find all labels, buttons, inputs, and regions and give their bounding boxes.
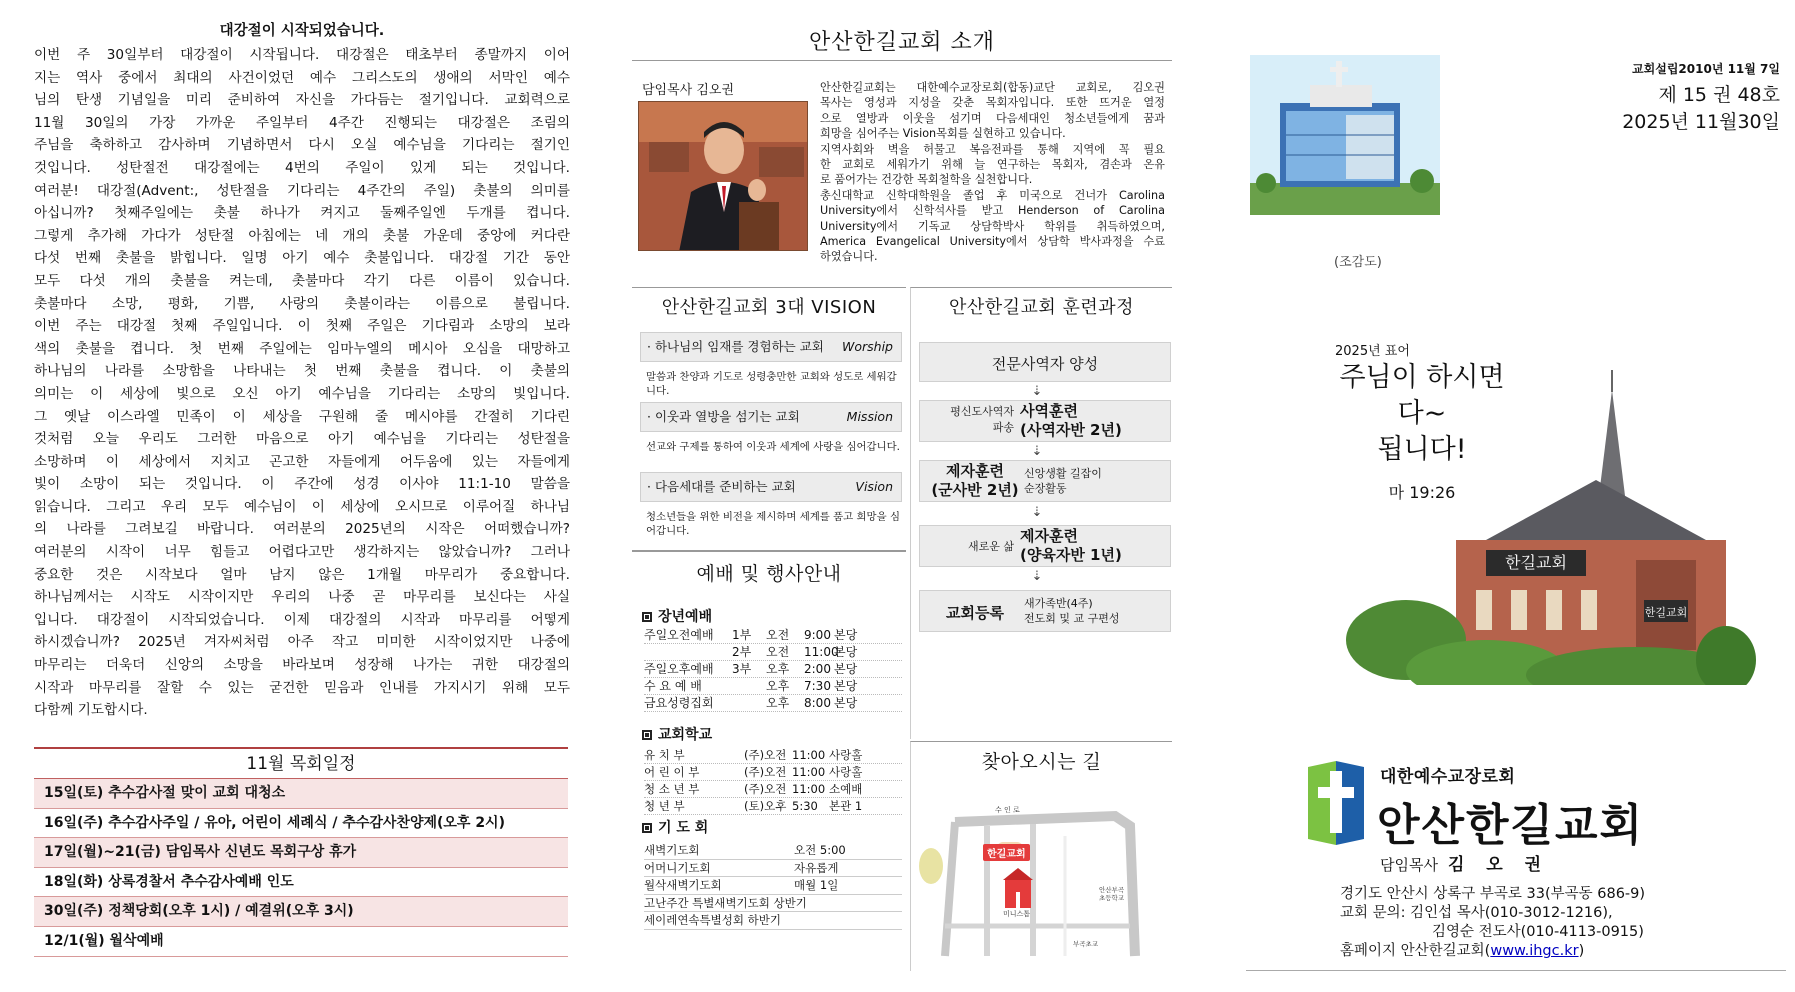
training-step-main: 전문사역자 양성: [991, 355, 1099, 373]
map-label-mart: 미니스톱: [1003, 910, 1031, 918]
sermon-line: 11월 30일의 가장 가까운 주일부터 4주간 진행되는 대강절은 조림의: [34, 114, 570, 131]
schedule-row: 18일(화) 상록경찰서 추수감사예배 인도: [34, 868, 568, 898]
established-date: 교회설립2010년 11월 7일: [1632, 62, 1780, 76]
vision-desc: 선교와 구제를 통하여 이웃과 세계에 사랑을 심어갑니다.: [646, 441, 900, 453]
training-step-main: 교회등록: [946, 604, 1004, 622]
sermon-line: 지는 역사 중에서 최대의 사건이었던 예수 그리스도의 생애의 서막인 예수: [34, 69, 570, 86]
worship-cell: 오후: [766, 662, 790, 676]
map-label-school: 안산부곡: [1099, 886, 1125, 894]
church-name: 안산한길교회: [1377, 800, 1645, 851]
intro-line: 하였습니다.: [820, 250, 878, 264]
map: [915, 796, 1169, 966]
sermon-line: 의 나라를 그려보길 바랍니다. 여러분의 2025년의 시작은 어떠했습니까?: [34, 521, 570, 538]
map-label-school: 초등학교: [1099, 894, 1125, 902]
vision-item-label: · 다음세대를 준비하는 교회: [647, 479, 796, 494]
motto-line: 다~: [1397, 398, 1447, 429]
worship-row: [644, 781, 902, 798]
sermon-line: 입니다. 대강절이 시작되었습니다. 이제 대강절의 시작과 마무리를 어떻게: [34, 611, 570, 628]
square-bullet-icon: [642, 612, 652, 622]
homepage-link[interactable]: www.ihgc.kr: [1490, 943, 1579, 959]
worship-cell: 주일오후예배: [644, 662, 714, 676]
worship-cell: 3부: [732, 662, 752, 676]
map-label-sign: 부곡초교: [1073, 940, 1099, 948]
sermon-line: 님의 탄생 기념일을 미리 준비하여 자신을 가다듬는 절기입니다. 교회력으로: [34, 92, 570, 109]
prayer-row: [644, 860, 902, 878]
sermon-line: 하시겠습니까? 2025년 겨자씨처럼 아주 작고 미미한 시작이었지만 나중에: [34, 634, 570, 651]
training-step-side: 새로운 삶: [967, 540, 1014, 553]
sermon-line: 것처럼 오늘 우리도 그러한 마음으로 아기 예수님을 기다리는 성탄절을: [34, 431, 570, 448]
down-arrow-icon: ⇣: [1031, 384, 1043, 399]
senior-pastor: 담임목사 김 오 권: [1380, 855, 1550, 875]
prayer-cell: 세이레연속특별성회 하반기: [644, 913, 781, 927]
church-rendering-image: [1250, 55, 1440, 215]
training-step-side: 새가족반(4주) 전도회 및 교 구편성: [1024, 597, 1120, 625]
intro-line: 총신대학교 신학대학원을 졸업 후 미국으로 건너가 Carolina: [820, 188, 1165, 202]
motto-label: 2025년 표어: [1335, 344, 1410, 359]
worship-cell: 청 년 부: [644, 799, 685, 813]
square-bullet-icon: [642, 823, 652, 833]
sermon-line: 빛이 소망이 되는 것입니다. 이 주간에 성경 이사야 11:1-10 말씀을: [34, 476, 570, 493]
worship-cell: 수 요 예 배: [644, 679, 702, 693]
sermon-line: 색의 촛불을 켭니다. 첫 번째 주일에는 임마누엘의 메시아 오심을 대망하고: [34, 340, 570, 357]
worship-cell: (토)오후: [744, 799, 787, 813]
homepage-line: 홈페이지 안산한길교회(www.ihgc.kr): [1340, 943, 1585, 959]
vision-item-mission: [640, 402, 902, 432]
sermon-line: 읽습니다. 그리고 우리 모두 예수님이 이 세상에 오시므로 이루어질 하나님: [34, 498, 570, 515]
prayer-cell: 고난주간 특별새벽기도회 상반기: [644, 895, 807, 910]
cross-logo-icon: [1308, 761, 1368, 845]
worship-row: [644, 695, 902, 712]
map-label-road: 수 인 로: [995, 806, 1020, 814]
worship-row: [644, 764, 902, 781]
square-bullet-icon: [642, 730, 652, 740]
training-step-main: 제자훈련 (군사반 2년): [931, 462, 1019, 499]
down-arrow-icon: ⇣: [1031, 444, 1043, 459]
sermon-body: [34, 44, 570, 722]
schedule-title: 11월 목회일정: [34, 749, 568, 779]
worship-group-head: 기 도 회: [642, 817, 708, 837]
sermon-line: 시작과 마무리를 잘할 수 있는 굳건한 믿음과 인내를 가지시기 위해 모두: [34, 679, 570, 696]
sermon-line: 이번 주는 대강절 첫째 주일입니다. 이 첫째 주일은 기다림과 소망의 보라: [34, 318, 570, 335]
sermon-title: 대강절이 시작되었습니다.: [219, 23, 385, 39]
vision-item-label: · 하나님의 임재를 경험하는 교회: [647, 339, 824, 354]
motto-reference: 마 19:26: [1388, 483, 1456, 502]
training-step-side: 평신도사역자 파송: [950, 405, 1014, 434]
training-step-main: 제자훈련 (양육자반 1년): [1020, 527, 1122, 564]
church-building-illustration: [1250, 55, 1440, 215]
prayer-row: [644, 877, 902, 895]
worship-row: [644, 644, 902, 661]
prayer-cell: 자유롭게: [794, 860, 839, 875]
schedule-row: 15일(토) 추수감사절 맞이 교회 대청소: [34, 779, 568, 809]
vision-item-label: · 이웃과 열방을 섬기는 교회: [647, 409, 800, 424]
down-arrow-icon: ⇣: [1031, 569, 1043, 584]
prayer-row: [644, 842, 902, 860]
worship-cell: 주일오전예배: [644, 628, 714, 642]
worship-cell: 청 소 년 부: [644, 782, 700, 796]
worship-row: [644, 661, 902, 678]
sermon-line: 모두 다섯 개의 촛불을 켜는데, 촛불마다 각기 다른 이름이 있습니다.: [34, 272, 570, 289]
schedule-box: [34, 747, 568, 957]
schedule-row: 30일(주) 정책당회(오후 1시) / 예결위(오후 3시): [34, 897, 568, 927]
sermon-line: 다섯 번째 촛불을 밝힙니다. 일명 아기 예수 촛불입니다. 대강절 기간 동안: [34, 250, 570, 267]
address: 경기도 안산시 상록구 부곡로 33(부곡동 686-9): [1340, 886, 1646, 902]
training-step-side: 신앙생활 길잡이 순장활동: [1024, 467, 1102, 495]
worship-cell: 오후: [766, 696, 790, 710]
map-church-marker: 한길교회: [983, 844, 1030, 861]
sermon-line: 다함께 기도합시다.: [34, 702, 148, 719]
sermon-line: 마무리는 더욱더 신앙의 소망을 바라보며 성장해 나가는 귀한 대강절의: [34, 657, 570, 674]
down-arrow-icon: ⇣: [1031, 505, 1043, 520]
intro-title: 안산한길교회 소개: [632, 25, 1172, 61]
sermon-column: [34, 20, 570, 722]
worship-cell: 7:30: [804, 679, 831, 693]
intro-line: University에서 기독교 상담학박사 학위를 취득하였으며,: [820, 219, 1165, 233]
intro-line: 목사는 영성과 지성을 갖춘 목회자입니다. 또한 뜨거운 열정: [820, 96, 1165, 110]
worship-cell: 2부: [732, 645, 752, 659]
map-title: 찾아오시는 길: [981, 751, 1102, 773]
vision-desc: 청소년들을 위한 비전을 제시하며 세계를 품고 희망을 심어갑니다.: [646, 511, 900, 537]
training-step: [919, 400, 1171, 442]
worship-cell: 유 치 부: [644, 748, 685, 762]
training-step: [919, 590, 1171, 632]
worship-cell: 2:00: [804, 662, 831, 676]
denomination: 대한예수교장로회: [1380, 767, 1516, 787]
intro-line: University에서 신학석사를 받고 Henderson of Carolina: [820, 204, 1165, 218]
prayer-row: [644, 895, 902, 913]
middle-panel: [632, 25, 1172, 971]
pastor-label: 담임목사 김오권: [642, 83, 735, 98]
sermon-line: 것입니다. 성탄절전 대강절에는 4번의 주일이 있게 되는 것입니다.: [34, 159, 570, 176]
training-step: [919, 460, 1171, 502]
intro-line: 한 교회로 세워가기 위해 늘 연구하는 목회자, 겸손과 온유: [820, 157, 1165, 171]
worship-cell: 본당: [834, 662, 858, 676]
worship-cell: 본당: [834, 679, 858, 693]
worship-cell: 5:30: [792, 799, 818, 813]
training-title: 안산한길교회 훈련과정: [948, 297, 1135, 318]
prayer-cell: 매월 1일: [794, 878, 839, 892]
prayer-table: [644, 842, 902, 930]
worship-cell: 사랑홀: [829, 748, 863, 762]
training-step: [919, 342, 1171, 382]
intro-line: 으로 열방과 이웃을 섬기며 다음세대인 청소년들에게 꿈과: [820, 111, 1165, 125]
sermon-line: 의미는 이 세상에 빛으로 오신 아기 예수님을 기다리는 소망의 빛입니다.: [34, 385, 570, 402]
map-section: [910, 741, 1172, 971]
intro-text: [820, 80, 1165, 265]
training-step: [919, 525, 1171, 567]
prayer-cell: 어머니기도회: [644, 860, 711, 875]
divider: [1246, 970, 1786, 971]
worship-cell: 오전: [766, 645, 790, 659]
bulletin-date: 2025년 11월30일: [1622, 111, 1780, 133]
senior-pastor-name: 김 오 권: [1447, 855, 1550, 875]
worship-cell: 9:00: [804, 628, 831, 642]
sermon-line: 하나님께서는 시작도 시작이지만 우리의 나중 곧 마무리를 보신다는 사실: [34, 589, 570, 606]
pastor-photo: [638, 101, 808, 251]
sermon-line: 여러분! 대강절(Advent:, 성탄절을 기다리는 4주간의 주일) 촛불의 의미를: [34, 182, 570, 199]
vision-item-vision: [640, 472, 902, 502]
prayer-row: [644, 912, 902, 930]
vision-section: [632, 287, 906, 549]
sermon-line: 주님을 축하하고 감사하며 기념하면서 다시 오실 예수님을 기다리는 절기인: [34, 137, 570, 154]
sermon-line: 촛불마다 소망, 평화, 기쁨, 사랑의 촛불이라는 이름으로 불립니다.: [34, 295, 570, 312]
sermon-line: 소망하며 이 세상에서 지치고 곤고한 자들에게 어두움에 있는 자들에게: [34, 453, 570, 470]
worship-cell: 사랑홀: [829, 765, 863, 779]
schedule-row: 16일(주) 추수감사주일 / 유아, 어린이 세례식 / 추수감사찬양제(오후 2시): [34, 809, 568, 839]
motto-line: 됩니다!: [1377, 434, 1467, 465]
worship-cell: 본관 1: [829, 799, 863, 813]
worship-cell: (주)오전: [744, 782, 787, 796]
vision-item-tag: Vision: [855, 479, 893, 494]
motto-line: 주님이 하시면: [1339, 362, 1505, 393]
training-section: [910, 287, 1172, 739]
worship-cell: 본당: [834, 628, 858, 642]
worship-cell: 금요성령집회: [644, 696, 714, 710]
training-step-main: 사역훈련 (사역자반 2년): [1020, 402, 1122, 439]
worship-cell: (주)오전: [744, 748, 787, 762]
volume-number: 제 15 권 48호: [1658, 84, 1780, 106]
worship-cell: 오전: [766, 628, 790, 642]
cover-panel: [1232, 25, 1792, 971]
worship-cell: 본당: [834, 645, 858, 659]
worship-cell: 11:00: [804, 645, 839, 659]
worship-group-head: 장년예배: [642, 606, 712, 626]
worship-cell: 1부: [732, 628, 752, 642]
intro-line: America Evangelical University에서 상담학 박사과정을 수료: [820, 234, 1165, 248]
worship-cell: 11:00: [792, 782, 826, 796]
intro-line: 안산한길교회는 대한예수교장로회(합동)교단 교회로, 김오권: [820, 81, 1165, 94]
worship-title: 예배 및 행사안내: [696, 563, 842, 585]
sermon-line: 여러분의 시작이 너무 힘들고 어렵다고만 생각하지는 않았습니까? 그러나: [34, 544, 570, 561]
sermon-line: 그 옛날 이스라엘 민족이 이 세상을 구원해 줄 메시야를 간절히 기다린: [34, 408, 570, 425]
church-sign-text: 한길교회: [1644, 606, 1688, 619]
contact-info: [1340, 885, 1645, 961]
worship-cell: 소예배: [829, 782, 863, 796]
school-table: [644, 747, 902, 815]
prayer-cell: 월삭새벽기도회: [644, 878, 722, 892]
worship-cell: 본당: [834, 696, 858, 710]
vision-title: 안산한길교회 3대 VISION: [661, 297, 877, 318]
prayer-cell: 새벽기도회: [644, 843, 700, 857]
worship-row: [644, 678, 902, 695]
worship-section: [632, 550, 906, 971]
contact-line: 교회 문의: 김인섭 목사(010-3012-1216),: [1340, 905, 1613, 921]
motto: [1282, 360, 1562, 468]
vision-item-tag: Worship: [842, 339, 893, 354]
worship-cell: 8:00: [804, 696, 831, 710]
schedule-row: 17일(월)~21(금) 담임목사 신년도 목회구상 휴가: [34, 838, 568, 868]
prayer-cell: 오전 5:00: [794, 843, 846, 857]
contact-line: 김영순 전도사(010-4113-0915): [1432, 924, 1644, 940]
sermon-line: 이번 주 30일부터 대강절이 시작됩니다. 대강절은 태초부터 종말까지 이어: [34, 47, 570, 63]
worship-group-head: 교회학교: [642, 724, 712, 744]
vision-item-worship: [640, 332, 902, 362]
worship-row: [644, 627, 902, 644]
worship-row: [644, 747, 902, 764]
schedule-row: 12/1(월) 월삭예배: [34, 927, 568, 957]
sermon-line: 하나님의 나라를 소망함을 나타내는 첫 번째 촛불을 켭니다. 이 촛불의: [34, 363, 570, 380]
worship-cell: (주)오전: [744, 765, 787, 779]
intro-line: 지역사회와 벽을 허물고 복음전파를 통해 지역에 꼭 필요: [820, 142, 1165, 156]
worship-cell: 오후: [766, 679, 790, 693]
church-sign-text: 한길교회: [1505, 553, 1567, 572]
worship-row: [644, 798, 902, 815]
worship-cell: 11:00: [792, 765, 826, 779]
sermon-line: 그렇게 추가해 가다가 성탄절 아침에는 네 개의 촛불 가운데 중앙에 커다란: [34, 227, 570, 244]
map-illustration: [915, 796, 1169, 966]
worship-cell: 11:00: [792, 748, 826, 762]
intro-line: 로 품어가는 건강한 목회철학을 실천합니다.: [820, 173, 1033, 187]
vision-item-tag: Mission: [846, 409, 893, 424]
adult-worship-table: [644, 627, 902, 712]
sermon-line: 중요한 것은 시작보다 얼마 남지 않은 1개월 마무리가 중요합니다.: [34, 566, 570, 583]
church-logo-icon: [1308, 761, 1334, 841]
worship-cell: 어 린 이 부: [644, 765, 700, 779]
image-caption: (조감도): [1334, 255, 1382, 270]
pastor-photo-illustration: [639, 102, 808, 251]
sermon-line: 아십니까? 첫째주일에는 촛불 하나가 켜지고 둘째주일엔 두개를 켭니다.: [34, 205, 570, 222]
intro-line: 희망을 심어주는 Vision목회를 실현하고 있습니다.: [820, 127, 1066, 141]
vision-desc: 말씀과 찬양과 기도로 성령충만한 교회와 성도로 세워갑니다.: [646, 371, 897, 397]
